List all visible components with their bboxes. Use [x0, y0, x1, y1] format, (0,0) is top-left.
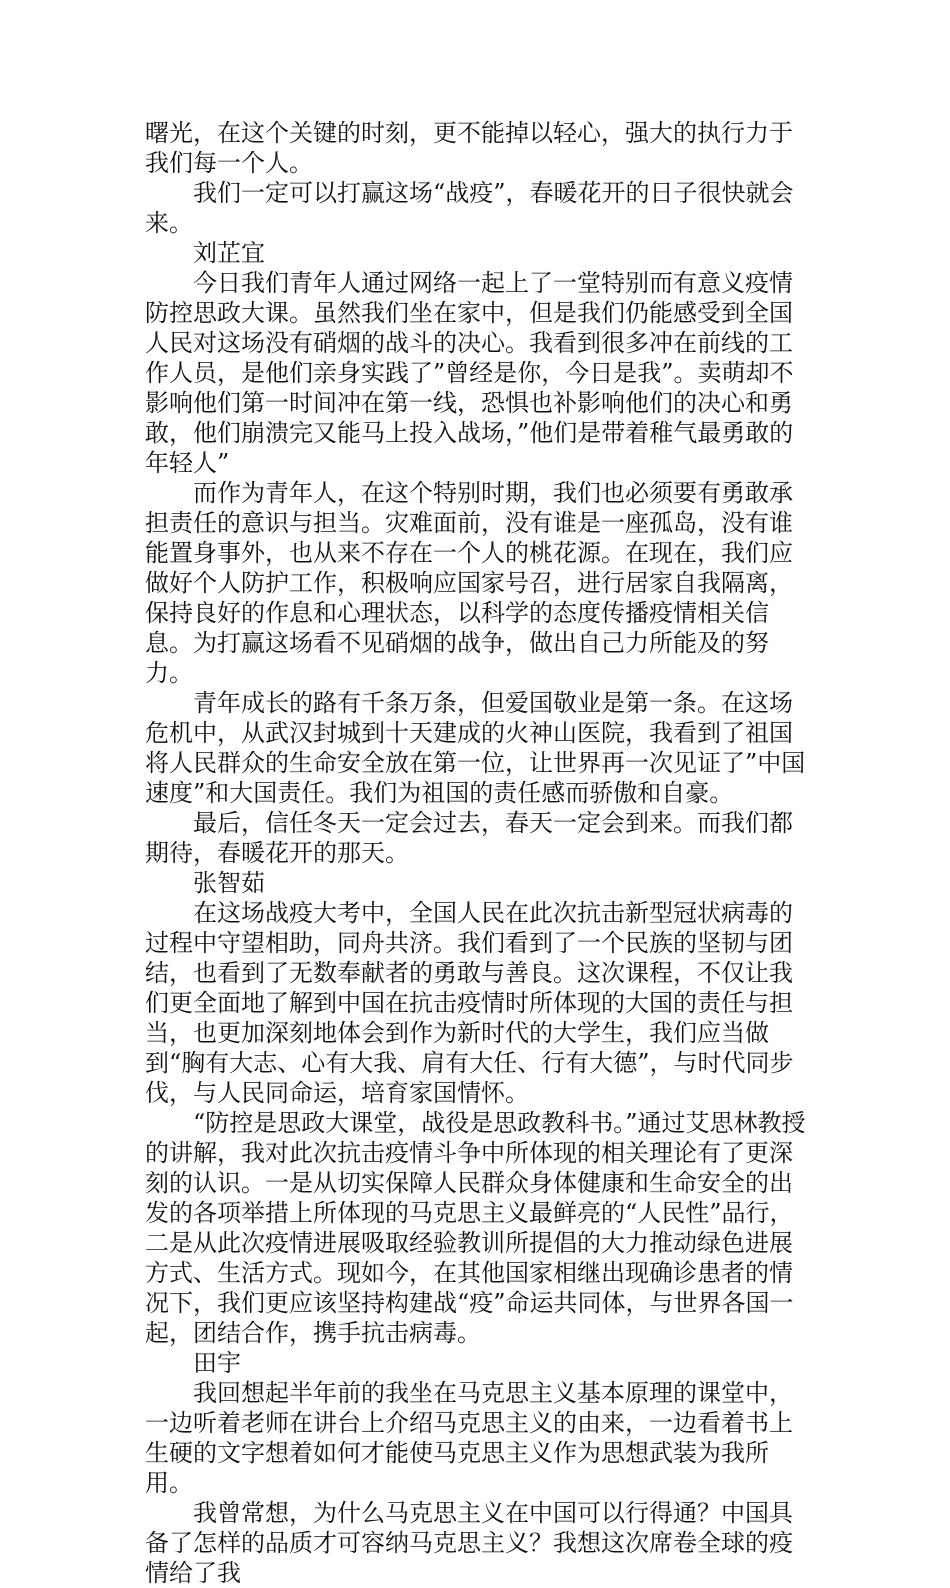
paragraph: 今日我们青年人通过网络一起上了一堂特别而有意义疫情防控思政大课。虽然我们坐在家中，但是我们仍能感受到全国人民对这场没有硝烟的战斗的决心。我看到很多冲在前线的工作人员，是他们亲身实践了”曾经是你，今日是我”。卖萌却不影响他们第一时间冲在第一线，恐惧也补影响他们的决心和勇敢，他们崩溃完又能马上投入战场，”他们是带着稚气最勇敢的年轻人”: [145, 269, 794, 477]
paragraph: 在这场战疫大考中，全国人民在此次抗击新型冠状病毒的过程中守望相助，同舟共济。我们看到了一个民族的坚韧与团结，也看到了无数奉献者的勇敢与善良。这次课程，不仅让我们更全面地了解到中国在抗击疫情时所体现的大国的责任与担当，也更加深刻地体会到作为新时代的大学生，我们应当做到“胸有大志、心有大我、肩有大任、行有大德”，与时代同步伐，与人民同命运，培育家国情怀。: [145, 899, 794, 1107]
author-name: 刘芷宜: [193, 239, 265, 267]
paragraph: 青年成长的路有千条万条，但爱国敬业是第一条。在这场危机中，从武汉封城到十天建成的火神山医院，我看到了祖国将人民群众的生命安全放在第一位，让世界再一次见证了”中国速度”和大国责任。我们为祖国的责任感而骄傲和自豪。: [145, 689, 806, 807]
paragraph: 我回想起半年前的我坐在马克思主义基本原理的课堂中，一边听着老师在讲台上介绍马克思主义的由来，一边看着书上生硬的文字想着如何才能使马克思主义作为思想武装为我所用。: [145, 1379, 793, 1497]
author-name: 张智茹: [193, 869, 265, 897]
paragraph: 我们一定可以打赢这场“战疫”，春暖花开的日子很快就会来。: [145, 179, 794, 237]
paragraph: 我曾常想，为什么马克思主义在中国可以行得通？中国具备了怎样的品质才可容纳马克思主义？我想这次席卷全球的疫情给了我: [145, 1499, 793, 1587]
paragraph: 而作为青年人，在这个特别时期，我们也必须要有勇敢承担责任的意识与担当。灾难面前，没有谁是一座孤岛，没有谁能置身事外，也从来不存在一个人的桃花源。在现在，我们应做好个人防护工作，积极响应国家号召，进行居家自我隔离，保持良好的作息和心理状态，以科学的态度传播疫情相关信息。为打赢这场看不见硝烟的战争，做出自己力所能及的努力。: [145, 479, 793, 687]
document-body: [145, 118, 810, 1588]
author-name: 田宇: [193, 1349, 241, 1377]
paragraph: 最后，信任冬天一定会过去，春天一定会到来。而我们都期待，春暖花开的那天。: [145, 809, 793, 867]
paragraph: “防控是思政大课堂，战役是思政教科书。”通过艾思林教授的讲解，我对此次抗击疫情斗争中所体现的相关理论有了更深刻的认识。一是从切实保障人民群众身体健康和生命安全的出发的各项举措上所体现的马克思主义最鲜亮的“人民性”品行，二是从此次疫情进展吸取经验教训所提倡的大力推动绿色进展方式、生活方式。现如今，在其他国家相继出现确诊患者的情况下，我们更应该坚持构建战“疫”命运共同体，与世界各国一起，团结合作，携手抗击病毒。: [145, 1109, 806, 1347]
paragraph: 曙光，在这个关键的时刻，更不能掉以轻心，强大的执行力于我们每一个人。: [145, 119, 793, 177]
